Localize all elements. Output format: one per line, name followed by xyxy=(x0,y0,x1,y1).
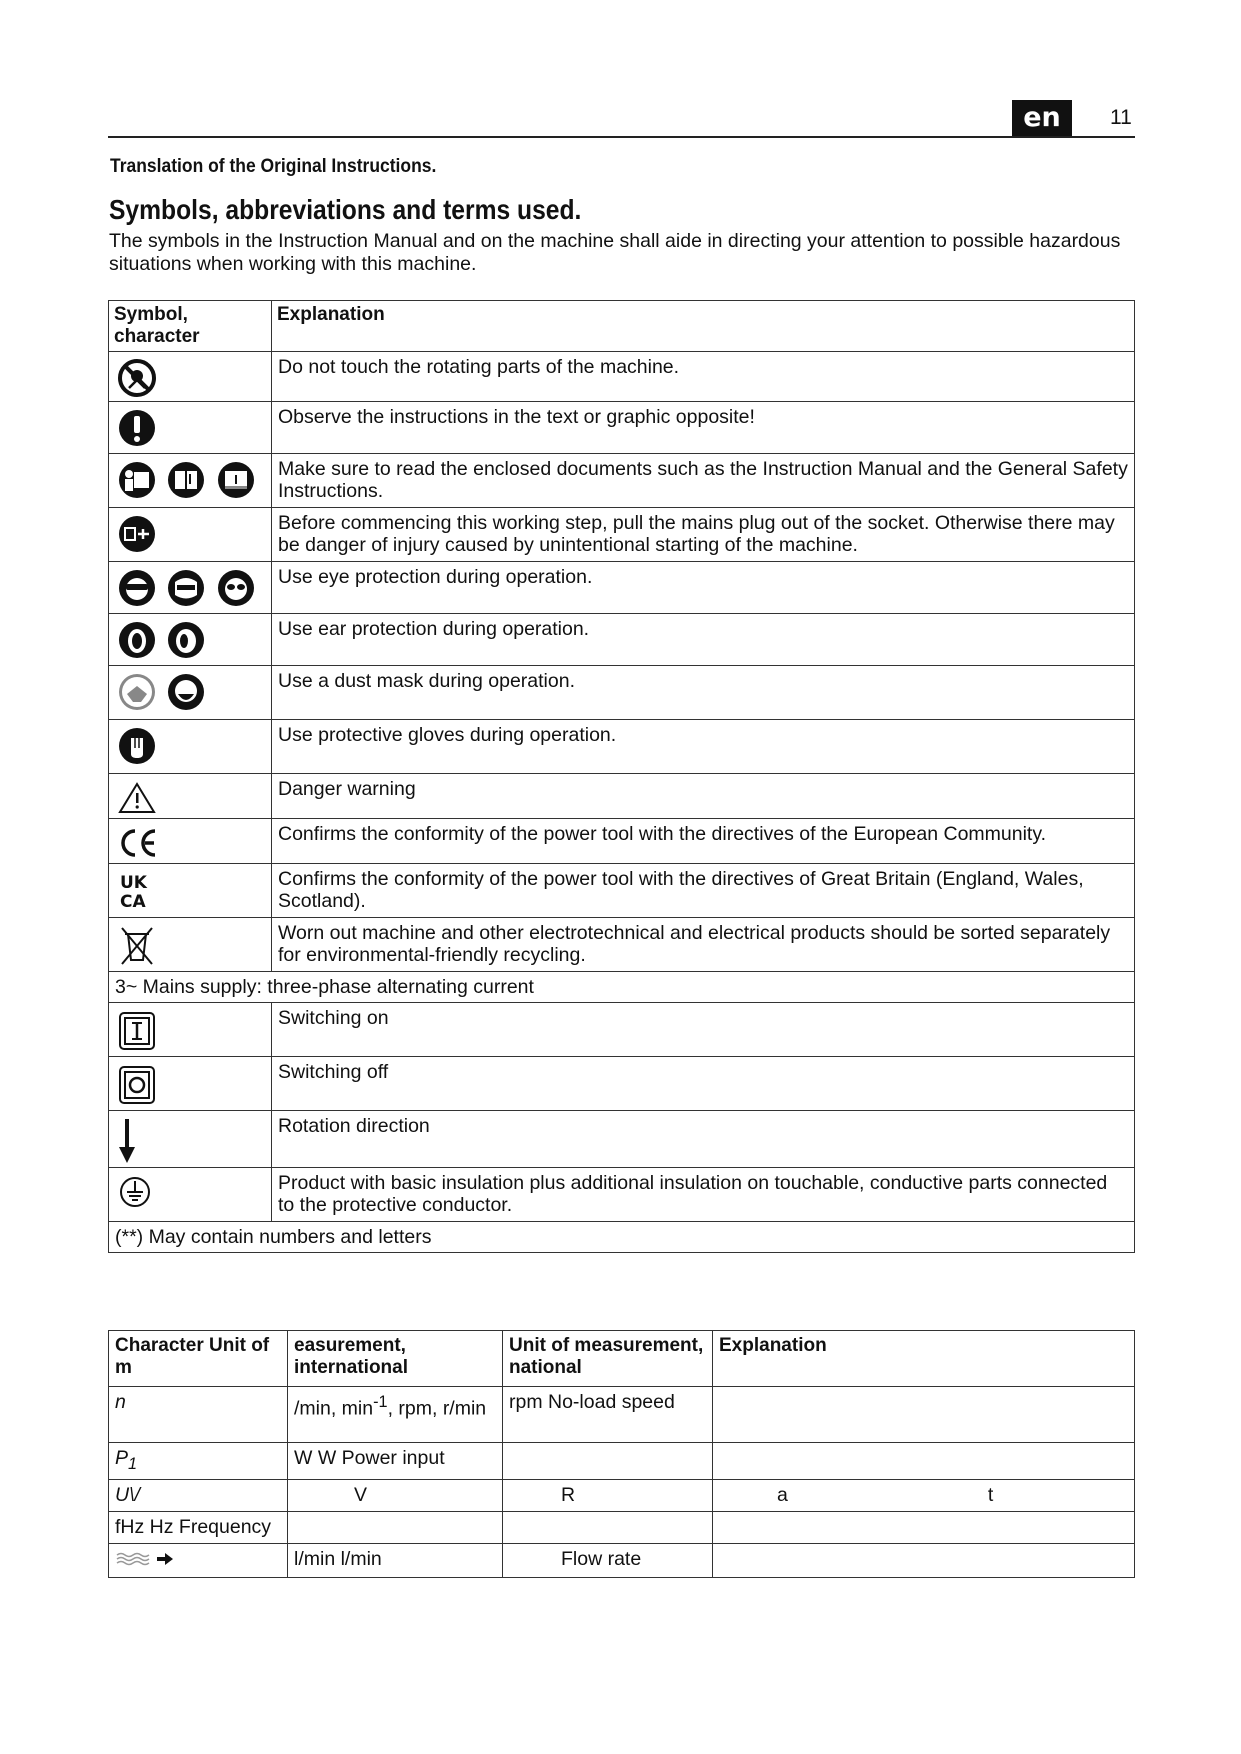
mains-supply-text: 3~ Mains supply: three-phase alternating current xyxy=(109,972,1135,1003)
explanation-text: Make sure to read the enclosed documents such as the Instruction Manual and the General Safety Instructions. xyxy=(272,454,1135,508)
explanation-text: Observe the instructions in the text or graphic opposite! xyxy=(272,402,1135,454)
svg-text:CA: CA xyxy=(120,892,146,910)
explanation-cell xyxy=(713,1543,1135,1577)
table-row xyxy=(109,1543,1135,1577)
unit-international-cell: V xyxy=(288,1479,503,1511)
table-row xyxy=(109,1511,1135,1543)
units-table-header xyxy=(109,1331,1135,1387)
header-explanation: Explanation xyxy=(713,1331,1135,1387)
explanation-cell xyxy=(713,1387,1135,1443)
table-row xyxy=(109,614,1135,666)
safety-glasses-icon xyxy=(216,568,256,608)
table-row xyxy=(109,1003,1135,1057)
unit-international-cell xyxy=(288,1511,503,1543)
symbols-table xyxy=(108,300,1135,1253)
character-cell: U\/ xyxy=(109,1479,288,1511)
explanation-fragment-t: t xyxy=(987,1483,994,1506)
explanation-fragment-a: a xyxy=(777,1483,788,1506)
explanation-cell xyxy=(713,1443,1135,1480)
unit-international-cell: W W Power input xyxy=(288,1443,503,1480)
exclamation-mandatory-icon xyxy=(117,408,157,448)
table-row xyxy=(109,666,1135,720)
respirator-icon xyxy=(166,672,206,712)
manual-info-icon xyxy=(216,460,256,500)
explanation-text: Use a dust mask during operation. xyxy=(272,666,1135,720)
manual-book-icon xyxy=(166,460,206,500)
header-symbol: Symbol, character xyxy=(109,301,272,352)
explanation-text: Danger warning xyxy=(272,774,1135,819)
table-row xyxy=(109,1443,1135,1480)
ce-mark-icon xyxy=(117,825,161,861)
explanation-text: Switching off xyxy=(272,1057,1135,1111)
explanation-text: Before commencing this working step, pull the mains plug out of the socket. Otherwise there may be danger of injury caused by unintentional starting of the machine. xyxy=(272,508,1135,562)
weee-crossed-bin-icon xyxy=(117,924,157,968)
explanation-text: Worn out machine and other electrotechnical and electrical products should be sorted separately for environmental-friendly recycling. xyxy=(272,918,1135,972)
unit-national-cell xyxy=(503,1511,713,1543)
intro-paragraph: The symbols in the Instruction Manual and on the machine shall aide in directing your attention to possible hazardous situations when working with this machine. xyxy=(109,230,1121,275)
ukca-mark-icon xyxy=(117,870,157,910)
rotation-direction-arrow-icon xyxy=(117,1117,141,1165)
header-explanation: Explanation xyxy=(272,301,1135,352)
protective-earth-icon xyxy=(117,1174,153,1210)
table-row xyxy=(109,1111,1135,1168)
unit-international-cell xyxy=(288,1387,503,1443)
header-character: Character Unit of m xyxy=(109,1331,288,1387)
table-row xyxy=(109,918,1135,972)
face-shield-icon xyxy=(166,568,206,608)
explanation-cell xyxy=(713,1511,1135,1543)
header-rule xyxy=(108,136,1135,138)
svg-text:UK: UK xyxy=(120,873,147,893)
header-unit-national: Unit of measurement, national xyxy=(503,1331,713,1387)
units-table xyxy=(108,1330,1135,1578)
table-row xyxy=(109,352,1135,402)
symbols-table-header xyxy=(109,301,1135,352)
unit-national-cell xyxy=(503,1443,713,1480)
footnote-text: (**) May contain numbers and letters xyxy=(109,1222,1135,1253)
unit-international-cell: l/min l/min xyxy=(288,1543,503,1577)
page-number: 11 xyxy=(1110,106,1132,129)
table-row xyxy=(109,864,1135,918)
ear-muffs-icon xyxy=(166,620,206,660)
protective-gloves-icon xyxy=(117,726,157,766)
unit-text: /min, min xyxy=(294,1397,374,1420)
unit-superscript: -1 xyxy=(373,1393,388,1411)
mains-supply-row xyxy=(109,972,1135,1003)
danger-warning-triangle-icon xyxy=(117,780,157,816)
character-cell: n xyxy=(109,1387,288,1443)
switch-off-icon xyxy=(117,1063,157,1107)
explanation-text: Use eye protection during operation. xyxy=(272,562,1135,614)
section-title: Symbols, abbreviations and terms used. xyxy=(109,194,582,225)
translation-note: Translation of the Original Instructions. xyxy=(110,156,437,177)
explanation-text: Product with basic insulation plus additional insulation on touchable, conductive parts connected to the protective conductor. xyxy=(272,1168,1135,1222)
dust-mask-icon xyxy=(117,672,157,712)
character-cell xyxy=(109,1443,288,1480)
table-row xyxy=(109,819,1135,864)
character-subscript: 1 xyxy=(128,1454,138,1473)
unplug-mains-icon xyxy=(117,514,157,554)
table-row xyxy=(109,1057,1135,1111)
character-text: P xyxy=(115,1447,129,1469)
eye-protection-icon xyxy=(117,568,157,608)
switch-on-icon xyxy=(117,1009,157,1053)
explanation-text: Rotation direction xyxy=(272,1111,1135,1168)
language-badge: en xyxy=(1012,100,1072,136)
unit-national-cell: Flow rate xyxy=(503,1543,713,1577)
read-documents-icon xyxy=(117,460,157,500)
explanation-text: Switching on xyxy=(272,1003,1135,1057)
unit-text-rest: , rpm, r/min xyxy=(387,1397,487,1420)
no-touch-rotating-icon xyxy=(117,358,157,398)
table-row xyxy=(109,508,1135,562)
table-row xyxy=(109,454,1135,508)
character-cell: fHz Hz Frequency xyxy=(109,1511,288,1543)
table-row xyxy=(109,402,1135,454)
table-row xyxy=(109,562,1135,614)
table-row xyxy=(109,720,1135,774)
explanation-cell xyxy=(713,1479,1135,1511)
ear-protection-icon xyxy=(117,620,157,660)
header-unit-international: easurement, international xyxy=(288,1331,503,1387)
table-row xyxy=(109,1479,1135,1511)
explanation-text: Confirms the conformity of the power tool with the directives of the European Community. xyxy=(272,819,1135,864)
table-row xyxy=(109,774,1135,819)
explanation-text: Use ear protection during operation. xyxy=(272,614,1135,666)
table-row xyxy=(109,1387,1135,1443)
unit-national-cell: rpm No-load speed xyxy=(503,1387,713,1443)
unit-national-cell: R xyxy=(503,1479,713,1511)
explanation-text: Confirms the conformity of the power tool with the directives of Great Britain (England, Wales, Scotland). xyxy=(272,864,1135,918)
table-row xyxy=(109,1168,1135,1222)
character-cell xyxy=(109,1543,288,1577)
footnote-row xyxy=(109,1222,1135,1253)
explanation-text: Do not touch the rotating parts of the machine. xyxy=(272,352,1135,402)
flow-rate-icon xyxy=(115,1548,175,1568)
explanation-text: Use protective gloves during operation. xyxy=(272,720,1135,774)
